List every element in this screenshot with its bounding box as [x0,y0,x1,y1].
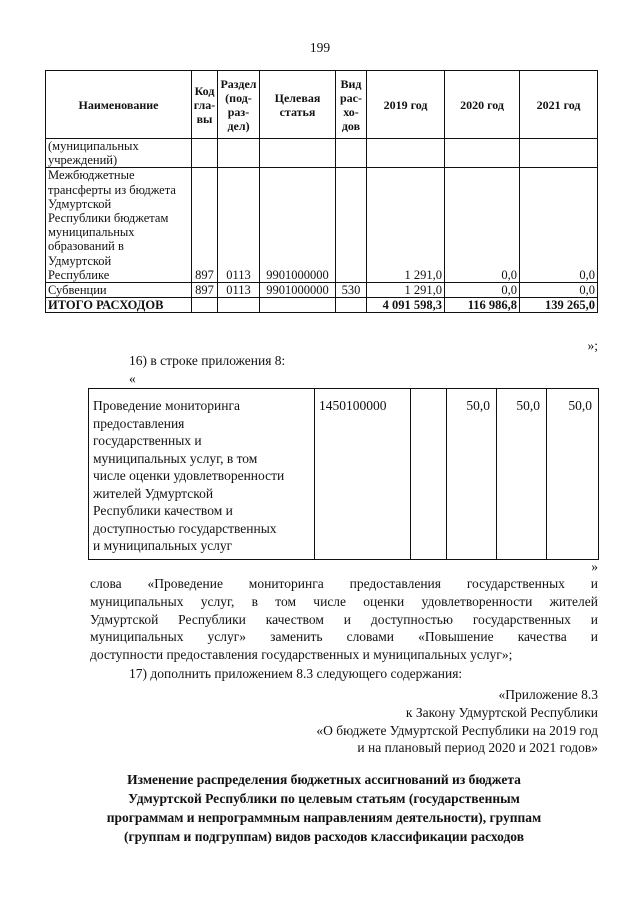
header-2020: 2020 год [445,71,520,139]
row-2019: 1 291,0 [367,168,445,283]
header-name: Наименование [46,71,192,139]
row-target: 9901000000 [260,168,336,283]
section-heading: Изменение распределения бюджетных ассигнований из бюджета Удмуртской Республики по целевым статьям (государственным программам и непрограммным направлениям деятельности), группам (группам и подгруппам) видов расходов классификации расходов [106,772,542,844]
row-type [411,389,447,560]
row-code: 897 [192,283,218,298]
replacement-paragraph: слова «Проведение мониторинга предоставления государственных и муниципальных услуг, в том числе оценки удовлетворенности жителей Удмуртской Республики качеством и доступностью государственных и муниципальных услуг» заменить словами «Повышение качества и доступности предоставления государственных и муниципальных услуг»; [90,576,598,663]
page-number: 199 [309,40,331,55]
row-name: Субвенции [46,283,192,298]
close-quote-1: »; [587,338,598,353]
budget-table [45,70,598,313]
row-section: 0113 [218,283,260,298]
row-name: Межбюджетные трансферты из бюджета Удмуртской Республики бюджетам муниципальных образований в Удмуртской Республике [46,168,192,283]
total-2019: 4 091 598,3 [367,298,445,313]
total-row [46,298,598,313]
item-16: 16) в строке приложения 8: [129,353,286,368]
row-2020: 0,0 [445,168,520,283]
appendix-8-row-table [88,388,599,560]
header-type: Вид рас- хо- дов [336,71,367,139]
row-2021: 0,0 [520,168,598,283]
row-name: Проведение мониторинга предоставления государственных и муниципальных услуг, в том числе оценки удовлетворенности жителей Удмуртской Республики качеством и доступностью государственных и муниципальных услуг [89,389,315,560]
row-target: 9901000000 [260,283,336,298]
total-2020: 116 986,8 [445,298,520,313]
header-target: Целевая статья [260,71,336,139]
appendix-header: «Приложение 8.3 к Закону Удмуртской Республики «О бюджете Удмуртской Республики на 2019 год и на плановый период 2020 и 2021 годов» [316,687,598,756]
table-row [46,139,598,168]
row-2021: 0,0 [520,283,598,298]
table-row [46,283,598,298]
row-name: (муниципальных учреждений) [46,139,192,168]
close-quote-2: » [591,559,598,574]
table-row [89,389,599,560]
row-code: 1450100000 [315,389,411,560]
row-type [336,168,367,283]
item-17: 17) дополнить приложением 8.3 следующего содержания: [129,666,463,681]
row-section: 0113 [218,168,260,283]
row-code: 897 [192,168,218,283]
header-2019: 2019 год [367,71,445,139]
row-2020: 0,0 [445,283,520,298]
total-label: ИТОГО РАСХОДОВ [46,298,192,313]
row-value-1: 50,0 [447,389,497,560]
row-2019: 1 291,0 [367,283,445,298]
open-quote: « [129,371,136,386]
table-header-row [46,71,598,139]
total-2021: 139 265,0 [520,298,598,313]
header-code: Код гла- вы [192,71,218,139]
row-value-2: 50,0 [497,389,547,560]
row-type: 530 [336,283,367,298]
header-section: Раздел (под- раз- дел) [218,71,260,139]
header-2021: 2021 год [520,71,598,139]
table-row [46,168,598,283]
row-value-3: 50,0 [547,389,599,560]
